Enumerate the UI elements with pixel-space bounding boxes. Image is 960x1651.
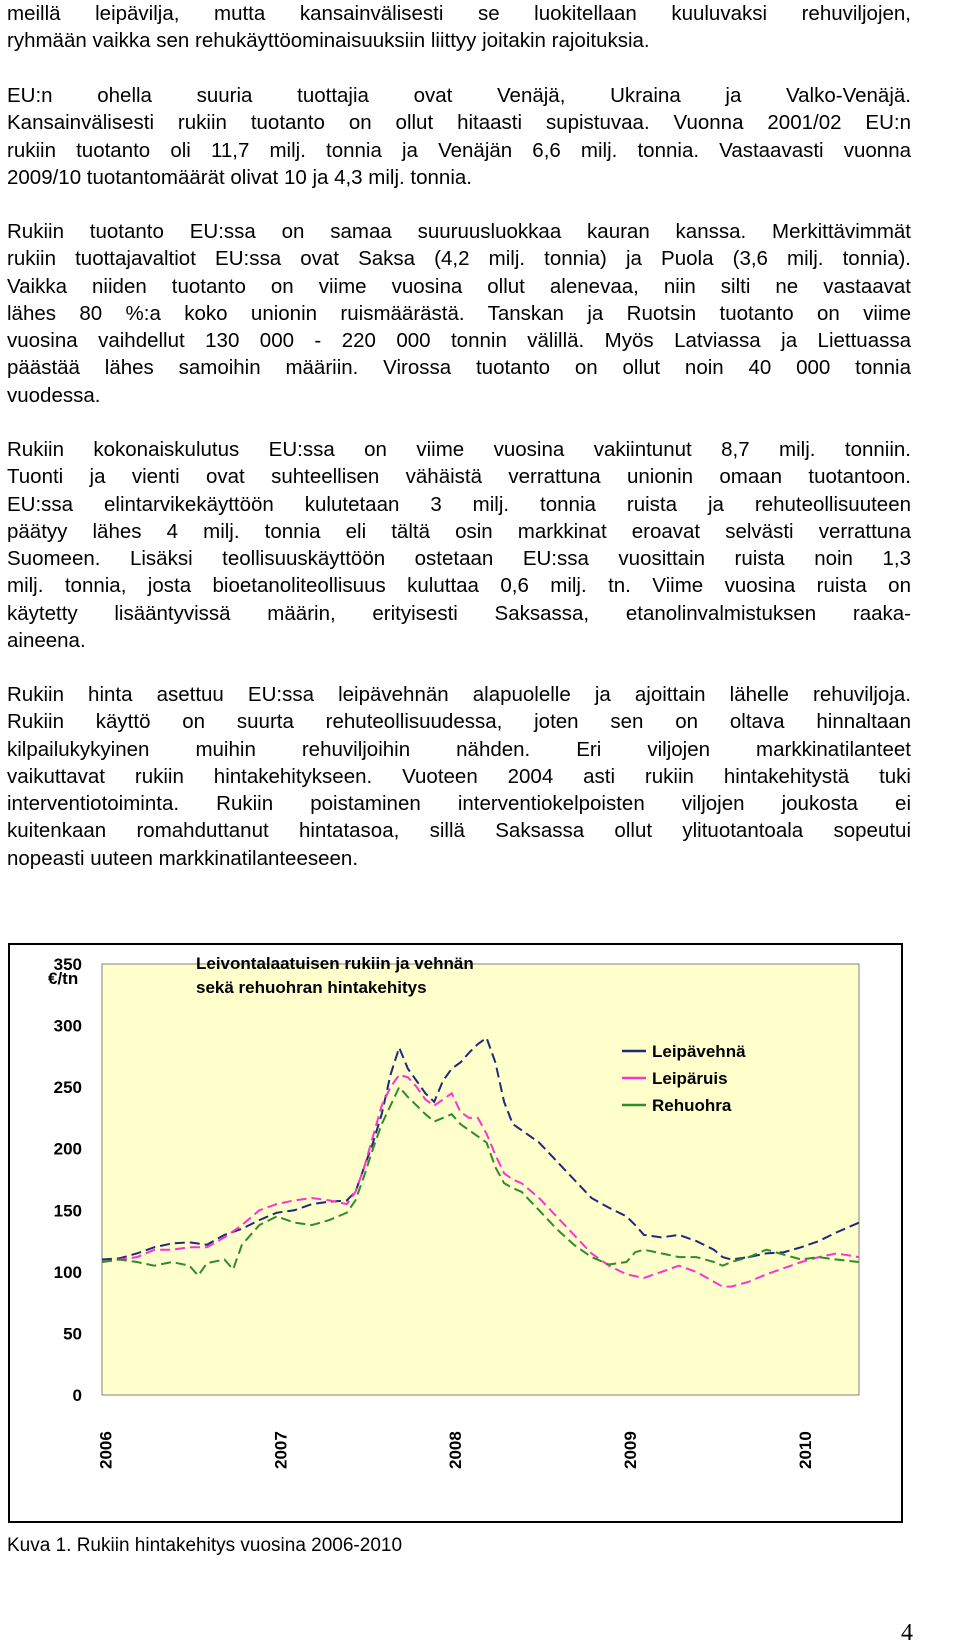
text-line: Rukiin tuotanto EU:ssa on samaa suuruusluokkaa kauran kanssa. Merkittävimmät bbox=[7, 220, 911, 243]
paragraph bbox=[7, 436, 911, 654]
y-tick-label: 200 bbox=[53, 1139, 82, 1159]
y-tick-label: 300 bbox=[53, 1016, 82, 1036]
text-line: vuodessa. bbox=[7, 383, 101, 407]
y-tick-label: 100 bbox=[53, 1262, 82, 1282]
text-line: Vaikka niiden tuotanto on viime vuosina ollut alenevaa, niin silti ne vastaavat bbox=[7, 274, 911, 298]
y-axis-label: €/tn bbox=[48, 969, 79, 988]
text-line: milj. tonnia, josta bioetanoliteollisuus kuluttaa 0,6 milj. tn. Viime vuosina ruista on bbox=[7, 574, 911, 598]
page-number: 4 bbox=[901, 1620, 913, 1646]
figure-caption: Kuva 1. Rukiin hintakehitys vuosina 2006-2010 bbox=[7, 1535, 403, 1556]
text-line: EU:ssa elintarvikekäyttöön kulutetaan 3 milj. tonnia ruista ja rehuteollisuuteen bbox=[7, 492, 911, 516]
text-line: lähes 80 %:a koko unionin ruismäärästä. Tanskan ja Ruotsin tuotanto on viime bbox=[7, 301, 911, 325]
plot-area bbox=[102, 964, 859, 1395]
paragraph bbox=[7, 0, 911, 55]
paragraph bbox=[7, 82, 911, 191]
x-tick-label: 2006 bbox=[96, 1431, 116, 1469]
chart-canvas bbox=[10, 945, 901, 1521]
legend-label: Leipäruis bbox=[652, 1069, 728, 1088]
text-line: aineena. bbox=[7, 629, 86, 653]
x-tick-label: 2007 bbox=[271, 1431, 291, 1469]
paragraph bbox=[7, 218, 911, 409]
text-line: nopeasti uuteen markkinatilanteeseen. bbox=[7, 846, 359, 870]
x-tick-label: 2009 bbox=[620, 1431, 640, 1469]
text-line: Rukiin kokonaiskulutus EU:ssa on viime vuosina vakiintunut 8,7 milj. tonniin. bbox=[7, 438, 911, 461]
legend-label: Rehuohra bbox=[652, 1096, 732, 1115]
x-tick-label: 2010 bbox=[795, 1431, 815, 1469]
paragraph bbox=[7, 681, 911, 872]
text-line: Tuonti ja vienti ovat suhteellisen vähäistä verrattuna unionin omaan tuotantoon. bbox=[7, 465, 911, 489]
text-line: EU:n ohella suuria tuottajia ovat Venäjä, Ukraina ja Valko-Venäjä. bbox=[7, 84, 911, 107]
text-line: rukiin tuottajavaltiot EU:ssa ovat Saksa (4,2 milj. tonnia) ja Puola (3,6 milj. tonnia). bbox=[7, 247, 911, 271]
text-line: interventiotoiminta. Rukiin poistaminen interventiokelpoisten viljojen joukosta ei bbox=[7, 792, 911, 816]
text-line: kuitenkaan romahduttanut hintatasoa, sillä Saksassa ollut ylituotantoala sopeutui bbox=[7, 819, 911, 843]
x-tick-label: 2008 bbox=[446, 1431, 466, 1469]
text-line: meillä leipävilja, mutta kansainvälisesti se luokitellaan kuuluvaksi rehuviljojen, bbox=[7, 2, 911, 25]
text-line: rukiin tuotanto oli 11,7 milj. tonnia ja Venäjän 6,6 milj. tonnia. Vastaavasti vuonna bbox=[7, 138, 911, 162]
text-line: Kansainvälisesti rukiin tuotanto on ollut hitaasti supistuvaa. Vuonna 2001/02 EU:n bbox=[7, 111, 911, 135]
text-line: käytetty lisääntyvissä määrin, erityisesti Saksassa, etanolinvalmistuksen raaka- bbox=[7, 601, 911, 625]
text-line: ryhmään vaikka sen rehukäyttöominaisuuksiin liittyy joitakin rajoituksia. bbox=[7, 29, 650, 53]
text-line: kilpailukykyinen muihin rehuviljoihin nähden. Eri viljojen markkinatilanteet bbox=[7, 737, 911, 761]
text-line: päätyy lähes 4 milj. tonnia eli tältä osin markkinat eroavat selvästi verrattuna bbox=[7, 519, 911, 543]
legend-label: Leipävehnä bbox=[652, 1042, 746, 1061]
y-tick-label: 250 bbox=[53, 1078, 82, 1098]
chart-title-line-2: sekä rehuohran hintakehitys bbox=[196, 978, 427, 997]
text-line: vuosina vaihdellut 130 000 - 220 000 tonnin välillä. Myös Latviassa ja Liettuassa bbox=[7, 329, 911, 353]
text-line: Suomeen. Lisäksi teollisuuskäyttöön ostetaan EU:ssa vuosittain ruista noin 1,3 bbox=[7, 547, 911, 571]
y-tick-label: 0 bbox=[72, 1386, 82, 1405]
text-line: 2009/10 tuotantomäärät olivat 10 ja 4,3 milj. tonnia. bbox=[7, 165, 472, 189]
y-tick-label: 150 bbox=[53, 1201, 82, 1221]
text-line: päästää lähes samoihin määriin. Virossa tuotanto on ollut noin 40 000 tonnia bbox=[7, 356, 911, 380]
text-line: Rukiin käyttö on suurta rehuteollisuudessa, joten sen on oltava hinnaltaan bbox=[7, 710, 911, 734]
y-tick-label: 350 bbox=[53, 955, 82, 974]
text-line: vaikuttavat rukiin hintakehitykseen. Vuoteen 2004 asti rukiin hintakehitystä tuki bbox=[7, 764, 911, 788]
text-line: Rukiin hinta asettuu EU:ssa leipävehnän alapuolelle ja ajoittain lähelle rehuviljoja. bbox=[7, 683, 911, 706]
chart-title-line-1: Leivontalaatuisen rukiin ja vehnän bbox=[196, 954, 474, 973]
price-chart bbox=[8, 943, 903, 1523]
y-tick-label: 50 bbox=[63, 1324, 82, 1344]
